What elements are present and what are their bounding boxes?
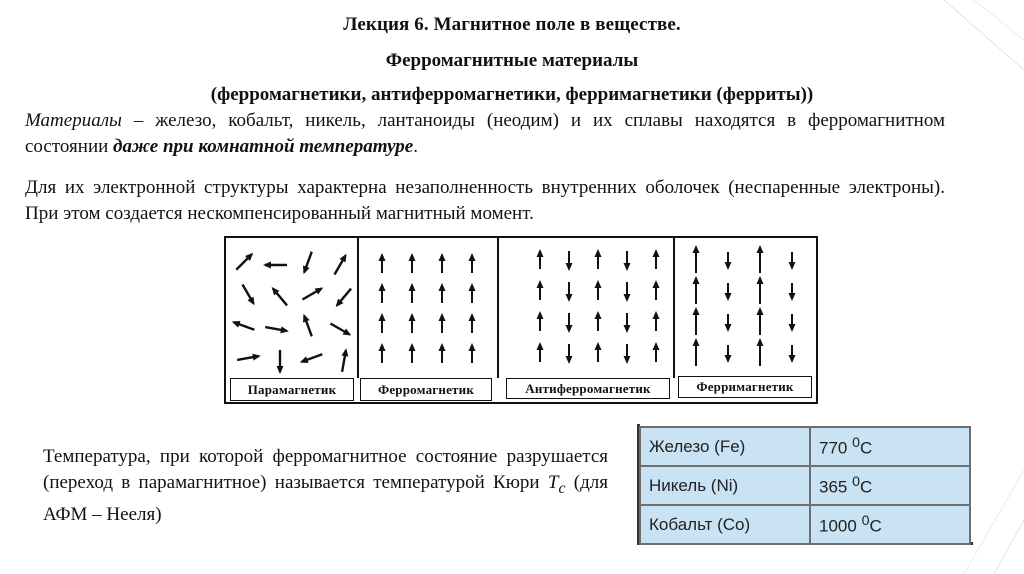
temperature-cell: 770 $^0$C (810, 427, 970, 466)
spin-arrow (653, 311, 660, 331)
spin-arrow (789, 345, 796, 363)
spin-arrow (330, 324, 351, 336)
spin-arrow (566, 344, 573, 364)
spin-arrow (725, 314, 732, 332)
spin-arrow (302, 288, 323, 300)
curie-temperature-text (43, 444, 608, 528)
spin-arrow (243, 284, 255, 305)
spin-arrow (232, 321, 255, 330)
spin-arrow (624, 344, 631, 364)
label-ferromagnet: Ферромагнетик (360, 378, 492, 401)
spin-arrow (236, 253, 253, 270)
spin-arrow (439, 313, 446, 333)
spin-arrow (653, 342, 660, 362)
spin-arrow (566, 282, 573, 302)
spin-arrow (789, 252, 796, 270)
spin-arrow (469, 253, 476, 273)
spin-arrow (409, 253, 416, 273)
spin-arrow (265, 326, 289, 333)
label-paramagnet: Парамагнетик (230, 378, 354, 401)
spin-arrow (277, 350, 284, 374)
spin-arrow (566, 251, 573, 271)
slide-subtitle-types: (ферромагнетики, антиферромагнетики, ферримагнетики (ферриты)) (210, 84, 814, 105)
metal-cell: Железо (Fe) (640, 427, 810, 466)
spin-arrow (537, 249, 544, 269)
spin-arrow (595, 280, 602, 300)
spin-arrow (439, 253, 446, 273)
spin-arrow (595, 249, 602, 269)
label-ferrimagnet: Ферримагнетик (678, 376, 812, 398)
spin-arrow (439, 283, 446, 303)
table-row (640, 427, 970, 466)
curie-temperature-table (639, 426, 971, 545)
spin-arrow (725, 252, 732, 270)
spin-arrow (469, 313, 476, 333)
spin-arrow (757, 338, 764, 366)
magnetic-ordering-diagram (224, 236, 818, 404)
table-row (640, 466, 970, 505)
spin-arrow (263, 262, 287, 269)
paragraph-structure: Для их электронной структуры характерна незаполненность внутренних оболочек (неспаренные электроны). При этом создается нескомпенсированный магнитный момент. (25, 177, 945, 224)
curie-subscript: c (558, 479, 566, 497)
spin-arrow (595, 311, 602, 331)
materials-end: . (413, 136, 418, 157)
spin-arrow (303, 314, 312, 337)
spin-arrow (693, 276, 700, 304)
slide-subtitle: Ферромагнитные материалы (385, 50, 639, 71)
spin-arrow (379, 253, 386, 273)
spin-arrow (379, 343, 386, 363)
spin-arrow (595, 342, 602, 362)
spin-arrow (341, 348, 348, 372)
spin-arrow (469, 283, 476, 303)
spin-arrow (537, 342, 544, 362)
label-antiferromagnet: Антиферромагнетик (506, 378, 670, 399)
spin-arrow (409, 313, 416, 333)
materials-lead: Материалы (25, 110, 122, 131)
spin-arrow (335, 254, 347, 275)
spin-arrow (469, 343, 476, 363)
spin-arrow (757, 307, 764, 335)
spin-arrow (336, 289, 351, 307)
spin-arrow (757, 276, 764, 304)
table-row (640, 505, 970, 544)
curie-text: Температура, при которой ферромагнитное состояние разрушается (переход в парамагнитное) называется температурой Кюри (43, 446, 608, 493)
metal-cell: Кобальт (Co) (640, 505, 810, 544)
spin-arrow (439, 343, 446, 363)
spin-arrow (693, 245, 700, 273)
temperature-cell: 1000 $^0$C (810, 505, 970, 544)
spin-arrow (566, 313, 573, 333)
spin-arrow (624, 313, 631, 333)
spin-arrow (379, 283, 386, 303)
spin-arrow (537, 280, 544, 300)
spin-arrow (409, 283, 416, 303)
spin-arrow (789, 283, 796, 301)
spin-arrow (624, 282, 631, 302)
materials-text: – железо, кобальт, никель, лантаноиды (неодим) и их сплавы находятся в ферромагнитном состоянии (25, 110, 945, 157)
slide-title: Лекция 6. Магнитное поле в веществе. (343, 14, 681, 35)
spin-arrow (237, 354, 261, 361)
spin-arrow (789, 314, 796, 332)
spin-arrow (537, 311, 544, 331)
spin-arrow (693, 307, 700, 335)
spin-arrow (653, 249, 660, 269)
spin-arrow (272, 287, 287, 305)
spin-arrow (757, 245, 764, 273)
spin-arrow (624, 251, 631, 271)
spin-arrow (725, 345, 732, 363)
curie-after: (для АФМ – Нееля) (43, 472, 609, 525)
spin-arrow (300, 354, 323, 363)
spin-arrow (725, 283, 732, 301)
spin-arrow (693, 338, 700, 366)
curie-symbol: T (547, 472, 559, 493)
spin-arrow (409, 343, 416, 363)
spin-arrow (653, 280, 660, 300)
paragraph-materials (25, 108, 945, 160)
temperature-cell: 365 $^0$C (810, 466, 970, 505)
metal-cell: Никель (Ni) (640, 466, 810, 505)
materials-emphasis: даже при комнатной температуре (113, 136, 414, 157)
spin-arrow (379, 313, 386, 333)
spin-arrow (303, 252, 312, 275)
